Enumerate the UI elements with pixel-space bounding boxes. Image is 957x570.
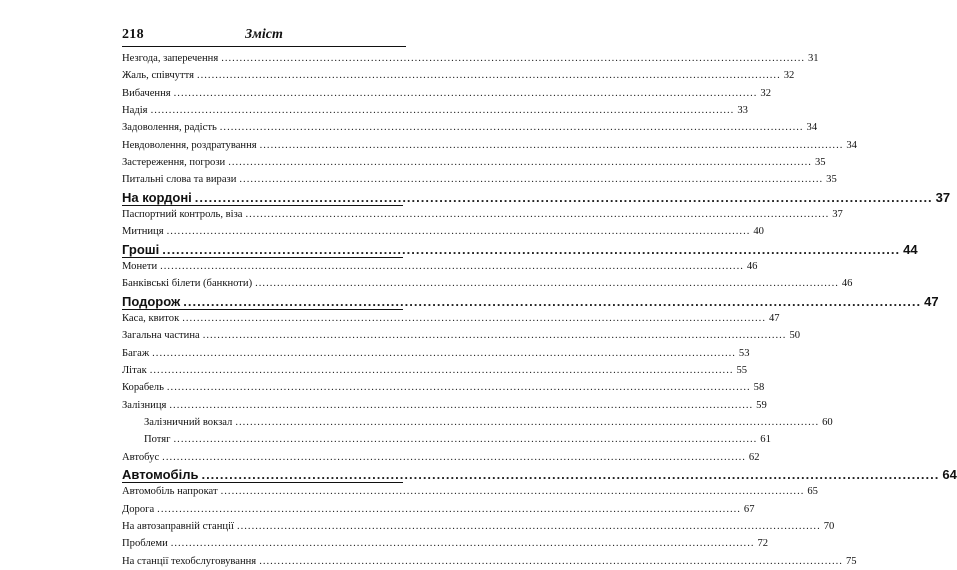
toc-entry-page-number: 40 bbox=[753, 226, 764, 238]
toc-entry bbox=[122, 154, 826, 171]
toc-entry-title: Митниця bbox=[122, 226, 164, 238]
dot-leader bbox=[237, 518, 821, 535]
dot-leader bbox=[167, 379, 751, 396]
toc-entry-title: Невдоволення, роздратування bbox=[122, 139, 257, 151]
toc-entry bbox=[122, 379, 765, 396]
toc-entry bbox=[122, 535, 769, 552]
toc-entry bbox=[122, 171, 837, 188]
dot-leader bbox=[195, 189, 933, 206]
toc-entry-page-number: 47 bbox=[768, 312, 780, 324]
toc-entry-title: Гроші bbox=[122, 241, 160, 257]
toc-entry-title: Корабель bbox=[122, 382, 164, 394]
toc-entry bbox=[122, 223, 764, 240]
toc-entry-title: Монети bbox=[122, 260, 158, 272]
dot-leader bbox=[162, 241, 900, 258]
toc-entry-title: Задоволення, радість bbox=[122, 122, 217, 134]
toc-entry-title: Застереження, погрози bbox=[122, 156, 226, 168]
toc-entry-title: Дорога bbox=[122, 503, 155, 515]
toc-entry-page-number: 44 bbox=[903, 241, 918, 257]
toc-entry-page-number: 65 bbox=[807, 486, 818, 498]
toc-entry-page-number: 34 bbox=[806, 122, 818, 134]
dot-leader bbox=[228, 154, 812, 171]
dot-leader bbox=[174, 431, 758, 448]
toc-entry-title: Проблеми bbox=[122, 538, 168, 550]
running-title: Зміст bbox=[245, 27, 283, 42]
toc-entry bbox=[122, 102, 748, 119]
toc-entry-page-number: 46 bbox=[841, 278, 853, 290]
toc-entry-title: На автозаправній станції bbox=[122, 520, 234, 532]
toc-entry-page-number: 35 bbox=[814, 156, 826, 168]
toc-entry bbox=[122, 553, 857, 570]
toc-entry-page-number: 37 bbox=[935, 189, 951, 205]
toc-entry-page-number: 75 bbox=[845, 555, 857, 567]
toc-entry bbox=[122, 397, 767, 414]
toc-section-entry bbox=[122, 241, 918, 258]
toc-entry-title: Паспортний контроль, віза bbox=[122, 208, 243, 220]
toc-entry-title: Жаль, співчуття bbox=[122, 70, 194, 82]
toc-entry-title: Автомобіль напрокат bbox=[122, 486, 218, 498]
page-number: 218 bbox=[122, 27, 144, 42]
dot-leader bbox=[255, 275, 839, 292]
toc-entry bbox=[122, 206, 843, 223]
toc-entry-page-number: 32 bbox=[760, 87, 771, 99]
toc-entry-title: Питальні слова та вирази bbox=[122, 174, 237, 186]
page-header bbox=[122, 27, 406, 47]
toc-entry bbox=[122, 310, 780, 327]
toc-entry-title: Літак bbox=[122, 364, 147, 376]
toc-entry bbox=[122, 345, 750, 362]
dot-leader bbox=[157, 501, 741, 518]
toc-entry-page-number: 46 bbox=[746, 260, 758, 272]
toc-entry bbox=[122, 501, 755, 518]
toc-entry-title: Каса, квиток bbox=[122, 312, 180, 324]
toc-entry-page-number: 32 bbox=[783, 70, 795, 82]
toc-entry-title: Автобус bbox=[122, 451, 160, 463]
toc-entry bbox=[122, 258, 758, 275]
toc-entry bbox=[122, 518, 835, 535]
dot-leader bbox=[260, 137, 844, 154]
toc-entry-page-number: 67 bbox=[743, 503, 755, 515]
toc-entry bbox=[122, 119, 818, 136]
dot-leader bbox=[150, 362, 734, 379]
toc-entry-title: На станції техобслуговування bbox=[122, 555, 257, 567]
toc-entry-page-number: 55 bbox=[736, 364, 748, 376]
toc-entry-title: На кордоні bbox=[122, 189, 192, 205]
toc-section-entry bbox=[122, 293, 939, 310]
dot-leader bbox=[259, 553, 843, 570]
toc-entry bbox=[122, 275, 853, 292]
toc-entry-page-number: 70 bbox=[823, 520, 835, 532]
dot-leader bbox=[160, 258, 744, 275]
toc-entry-page-number: 53 bbox=[738, 347, 750, 359]
dot-leader bbox=[167, 223, 751, 240]
dot-leader bbox=[152, 345, 736, 362]
toc-entry-title: Багаж bbox=[122, 347, 150, 359]
toc-entry-page-number: 72 bbox=[757, 538, 769, 550]
toc-entry bbox=[122, 137, 857, 154]
toc-entry-title: Загальна частина bbox=[122, 330, 200, 342]
dot-leader bbox=[174, 85, 758, 102]
dot-leader bbox=[183, 293, 921, 310]
toc-entry-title: Залізничний вокзал bbox=[144, 416, 233, 428]
header-rule bbox=[122, 46, 406, 47]
toc-entry-title: Потяг bbox=[144, 434, 171, 446]
dot-leader bbox=[171, 535, 755, 552]
dot-leader bbox=[162, 449, 746, 466]
dot-leader bbox=[201, 466, 939, 483]
toc-entry-title: Надія bbox=[122, 104, 148, 116]
toc-entry bbox=[122, 414, 833, 431]
toc-entry-page-number: 64 bbox=[942, 466, 957, 482]
toc-entry bbox=[122, 483, 818, 500]
toc-entry-title: Банківські білети (банкноти) bbox=[122, 278, 253, 290]
toc-section-entry bbox=[122, 189, 951, 206]
dot-leader bbox=[235, 414, 819, 431]
toc-entry bbox=[122, 50, 819, 67]
toc-entry-page-number: 35 bbox=[826, 174, 837, 186]
toc-entry-page-number: 58 bbox=[753, 382, 765, 394]
dot-leader bbox=[246, 206, 830, 223]
toc-entry bbox=[122, 449, 760, 466]
toc-entry-title: Вибачення bbox=[122, 87, 171, 99]
toc-entry-page-number: 33 bbox=[737, 104, 748, 116]
toc-entry-page-number: 47 bbox=[924, 293, 939, 309]
table-of-contents bbox=[122, 50, 957, 570]
toc-entry bbox=[122, 67, 795, 84]
toc-entry-title: Незгода, заперечення bbox=[122, 53, 219, 64]
dot-leader bbox=[182, 310, 766, 327]
dot-leader bbox=[221, 50, 805, 67]
toc-entry-page-number: 59 bbox=[756, 399, 767, 411]
dot-leader bbox=[221, 483, 805, 500]
toc-entry-title: Автомобіль bbox=[122, 466, 199, 482]
toc-section-entry bbox=[122, 466, 957, 483]
toc-entry-page-number: 62 bbox=[748, 451, 760, 463]
toc-entry bbox=[122, 362, 748, 379]
dot-leader bbox=[197, 67, 781, 84]
toc-entry-page-number: 34 bbox=[846, 139, 857, 151]
dot-leader bbox=[203, 327, 787, 344]
dot-leader bbox=[169, 397, 753, 414]
toc-entry-title: Подорож bbox=[122, 293, 181, 309]
dot-leader bbox=[151, 102, 735, 119]
toc-entry bbox=[122, 327, 801, 344]
dot-leader bbox=[239, 171, 823, 188]
toc-entry-title: Залізниця bbox=[122, 399, 167, 411]
toc-entry-page-number: 31 bbox=[807, 53, 819, 64]
toc-entry-page-number: 50 bbox=[789, 330, 801, 342]
dot-leader bbox=[220, 119, 804, 136]
toc-entry-page-number: 60 bbox=[822, 416, 833, 428]
toc-entry-page-number: 37 bbox=[832, 208, 843, 220]
toc-entry-page-number: 61 bbox=[760, 434, 771, 446]
toc-entry bbox=[122, 431, 771, 448]
toc-entry bbox=[122, 85, 771, 102]
